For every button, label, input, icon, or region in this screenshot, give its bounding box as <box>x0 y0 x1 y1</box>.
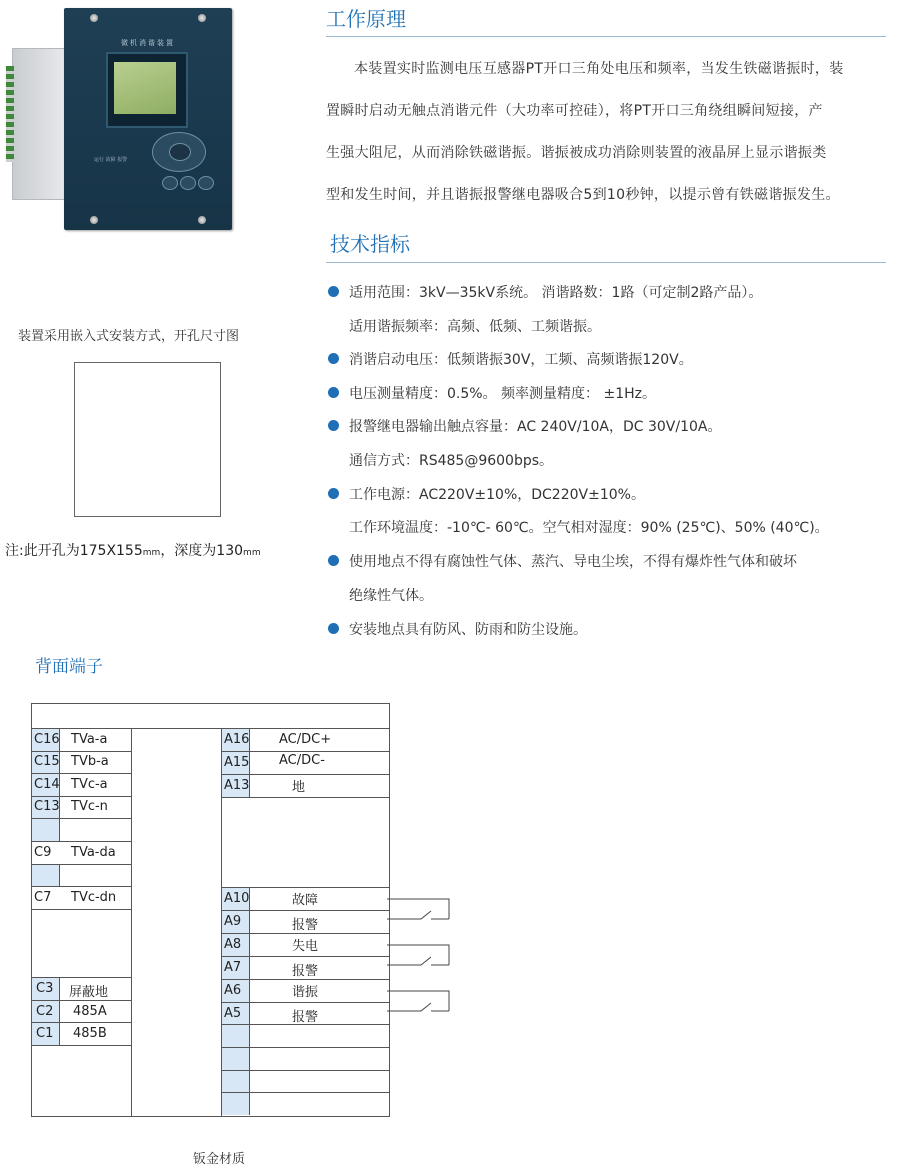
terminal-name: 故障 <box>292 893 319 908</box>
divider-line <box>31 796 131 797</box>
screw-icon <box>90 216 98 224</box>
terminal-name: AC/DC+ <box>279 732 332 747</box>
paragraph-line: 生强大阻尼，从而消除铁磁谐振。谐振被成功消除则装置的液晶屏上显示谐振类 <box>326 145 827 161</box>
terminal-name: TVc-dn <box>71 890 117 905</box>
device-front-panel <box>64 8 232 230</box>
divider-line <box>221 910 389 911</box>
section-divider <box>326 36 886 37</box>
terminal-id: A6 <box>224 983 242 998</box>
terminal-name: 谐振 <box>292 985 319 1000</box>
terminal-name: 报警 <box>292 918 319 933</box>
divider-line <box>221 887 389 888</box>
relay-contacts-icon <box>387 897 453 1027</box>
terminals-title: 背面端子 <box>35 657 103 677</box>
divider-line <box>31 909 131 910</box>
paragraph-line: 型和发生时间，并且谐振报警继电器吸合5到10秒钟，以提示曾有铁磁谐振发生。 <box>326 187 840 203</box>
section-divider <box>326 262 886 263</box>
bullet-icon <box>328 286 339 297</box>
spec-item: 适用谐振频率：高频、低频、工频谐振。 <box>349 319 601 335</box>
terminal-id: A9 <box>224 914 242 929</box>
note-text: 注:此开孔为175X155 <box>5 543 143 559</box>
terminal-name: 报警 <box>292 964 319 979</box>
device-button <box>180 176 196 190</box>
device-button <box>198 176 214 190</box>
terminal-name: TVa-a <box>71 732 108 747</box>
divider-line <box>249 887 250 1115</box>
terminal-id: C9 <box>34 845 52 860</box>
terminal-name: 报警 <box>292 1010 319 1025</box>
spec-item: 适用范围：3kV—35kV系统。 消谐路数：1路（可定制2路产品）。 <box>349 285 763 301</box>
device-panel-labels: 运行 故障 报警 <box>94 157 128 163</box>
terminal-name: 485A <box>73 1004 107 1019</box>
bullet-icon <box>328 623 339 634</box>
device-lcd-screen <box>114 62 176 114</box>
spec-item: 电压测量精度：0.5%。 频率测量精度： ±1Hz。 <box>349 386 656 402</box>
terminal-name: 地 <box>292 780 306 795</box>
divider-line <box>31 886 131 887</box>
bullet-icon <box>328 387 339 398</box>
terminal-id: C2 <box>36 1004 54 1019</box>
divider-line <box>31 818 131 819</box>
divider-line <box>31 841 131 842</box>
note-text: ，深度为130 <box>160 543 244 559</box>
device-photo <box>12 8 234 230</box>
device-terminal-strip <box>6 66 14 162</box>
screw-icon <box>198 14 206 22</box>
terminal-name: 屏蔽地 <box>69 985 109 1000</box>
bullet-icon <box>328 488 339 499</box>
divider-line <box>31 977 131 978</box>
terminal-diagram <box>31 703 389 1116</box>
divider-line <box>221 728 222 1116</box>
divider-line <box>221 751 389 752</box>
divider-line <box>221 797 389 798</box>
divider-line <box>221 1047 389 1048</box>
cutout-diagram <box>74 362 221 517</box>
terminal-name: 485B <box>73 1026 107 1041</box>
terminal-id: C3 <box>36 981 54 996</box>
install-caption: 装置采用嵌入式安装方式，开孔尺寸图 <box>18 329 240 344</box>
terminal-id: A13 <box>224 778 250 793</box>
note-unit: mm <box>142 548 161 558</box>
terminal-name: TVc-n <box>71 799 108 814</box>
divider-line <box>31 728 389 729</box>
screw-icon <box>198 216 206 224</box>
paragraph-line: 本装置实时监测电压互感器PT开口三角处电压和频率，当发生铁磁谐振时，装 <box>354 61 844 77</box>
divider-line <box>31 773 131 774</box>
divider-line <box>221 1070 389 1071</box>
terminal-id: C13 <box>34 799 60 814</box>
spec-item: 使用地点不得有腐蚀性气体、蒸汽、导电尘埃，不得有爆炸性气体和破坏 <box>349 554 797 570</box>
spec-item: 工作电源：AC220V±10%，DC220V±10%。 <box>349 487 645 503</box>
terminal-name: AC/DC- <box>279 753 325 768</box>
terminal-name: TVb-a <box>71 754 109 769</box>
device-button <box>162 176 178 190</box>
divider-line <box>131 728 132 1116</box>
device-lcd-frame <box>106 52 188 128</box>
specs-title: 技术指标 <box>330 232 410 256</box>
paragraph-line: 置瞬时启动无触点消谐元件（大功率可控硅），将PT开口三角绕组瞬间短接，产 <box>326 103 823 119</box>
material-label: 钣金材质 <box>193 1152 246 1167</box>
terminal-name: TVc-a <box>71 777 108 792</box>
divider-line <box>31 1045 131 1046</box>
principle-title: 工作原理 <box>326 7 406 31</box>
divider-line <box>221 979 389 980</box>
divider-line <box>221 956 389 957</box>
principle-paragraph <box>326 48 886 216</box>
spec-item: 消谐启动电压：低频谐振30V，工频、高频谐振120V。 <box>349 352 693 368</box>
spec-item: 工作环境温度：-10℃- 60℃。空气相对湿度：90% (25℃)、50% (40℃)。 <box>349 520 829 536</box>
screw-icon <box>90 14 98 22</box>
device-panel-title: 微机消谐装置 <box>121 39 175 47</box>
terminal-id: A10 <box>224 891 250 906</box>
divider-line <box>221 1092 389 1093</box>
terminal-id: A8 <box>224 937 242 952</box>
divider-line <box>59 977 60 1045</box>
cutout-note <box>5 540 261 560</box>
note-unit: mm <box>243 548 261 558</box>
divider-line <box>221 1002 389 1003</box>
bullet-icon <box>328 353 339 364</box>
terminal-id: C15 <box>34 754 60 769</box>
terminal-id: C1 <box>36 1026 54 1041</box>
device-keypad <box>152 132 206 172</box>
terminal-id: A7 <box>224 960 242 975</box>
bullet-icon <box>328 420 339 431</box>
divider-line <box>221 933 389 934</box>
terminal-id: C7 <box>34 890 52 905</box>
terminal-id: A15 <box>224 755 250 770</box>
device-keypad-center <box>169 143 191 161</box>
spec-item: 通信方式：RS485@9600bps。 <box>349 453 554 469</box>
terminal-id: C14 <box>34 777 60 792</box>
terminal-name: TVa-da <box>71 845 116 860</box>
bullet-icon <box>328 555 339 566</box>
divider-line <box>59 864 60 886</box>
terminal-id: A5 <box>224 1006 242 1021</box>
device-side-panel <box>12 48 70 200</box>
divider-line <box>31 1000 131 1001</box>
spec-item: 安装地点具有防风、防雨和防尘设施。 <box>349 622 587 638</box>
terminal-id: C16 <box>34 732 60 747</box>
divider-line <box>31 864 131 865</box>
divider-line <box>31 1022 131 1023</box>
spec-item: 绝缘性气体。 <box>349 588 433 604</box>
terminal-id: A16 <box>224 732 250 747</box>
spec-item: 报警继电器输出触点容量：AC 240V/10A，DC 30V/10A。 <box>349 419 722 435</box>
divider-line <box>31 751 131 752</box>
divider-line <box>221 774 389 775</box>
terminal-name: 失电 <box>292 939 319 954</box>
